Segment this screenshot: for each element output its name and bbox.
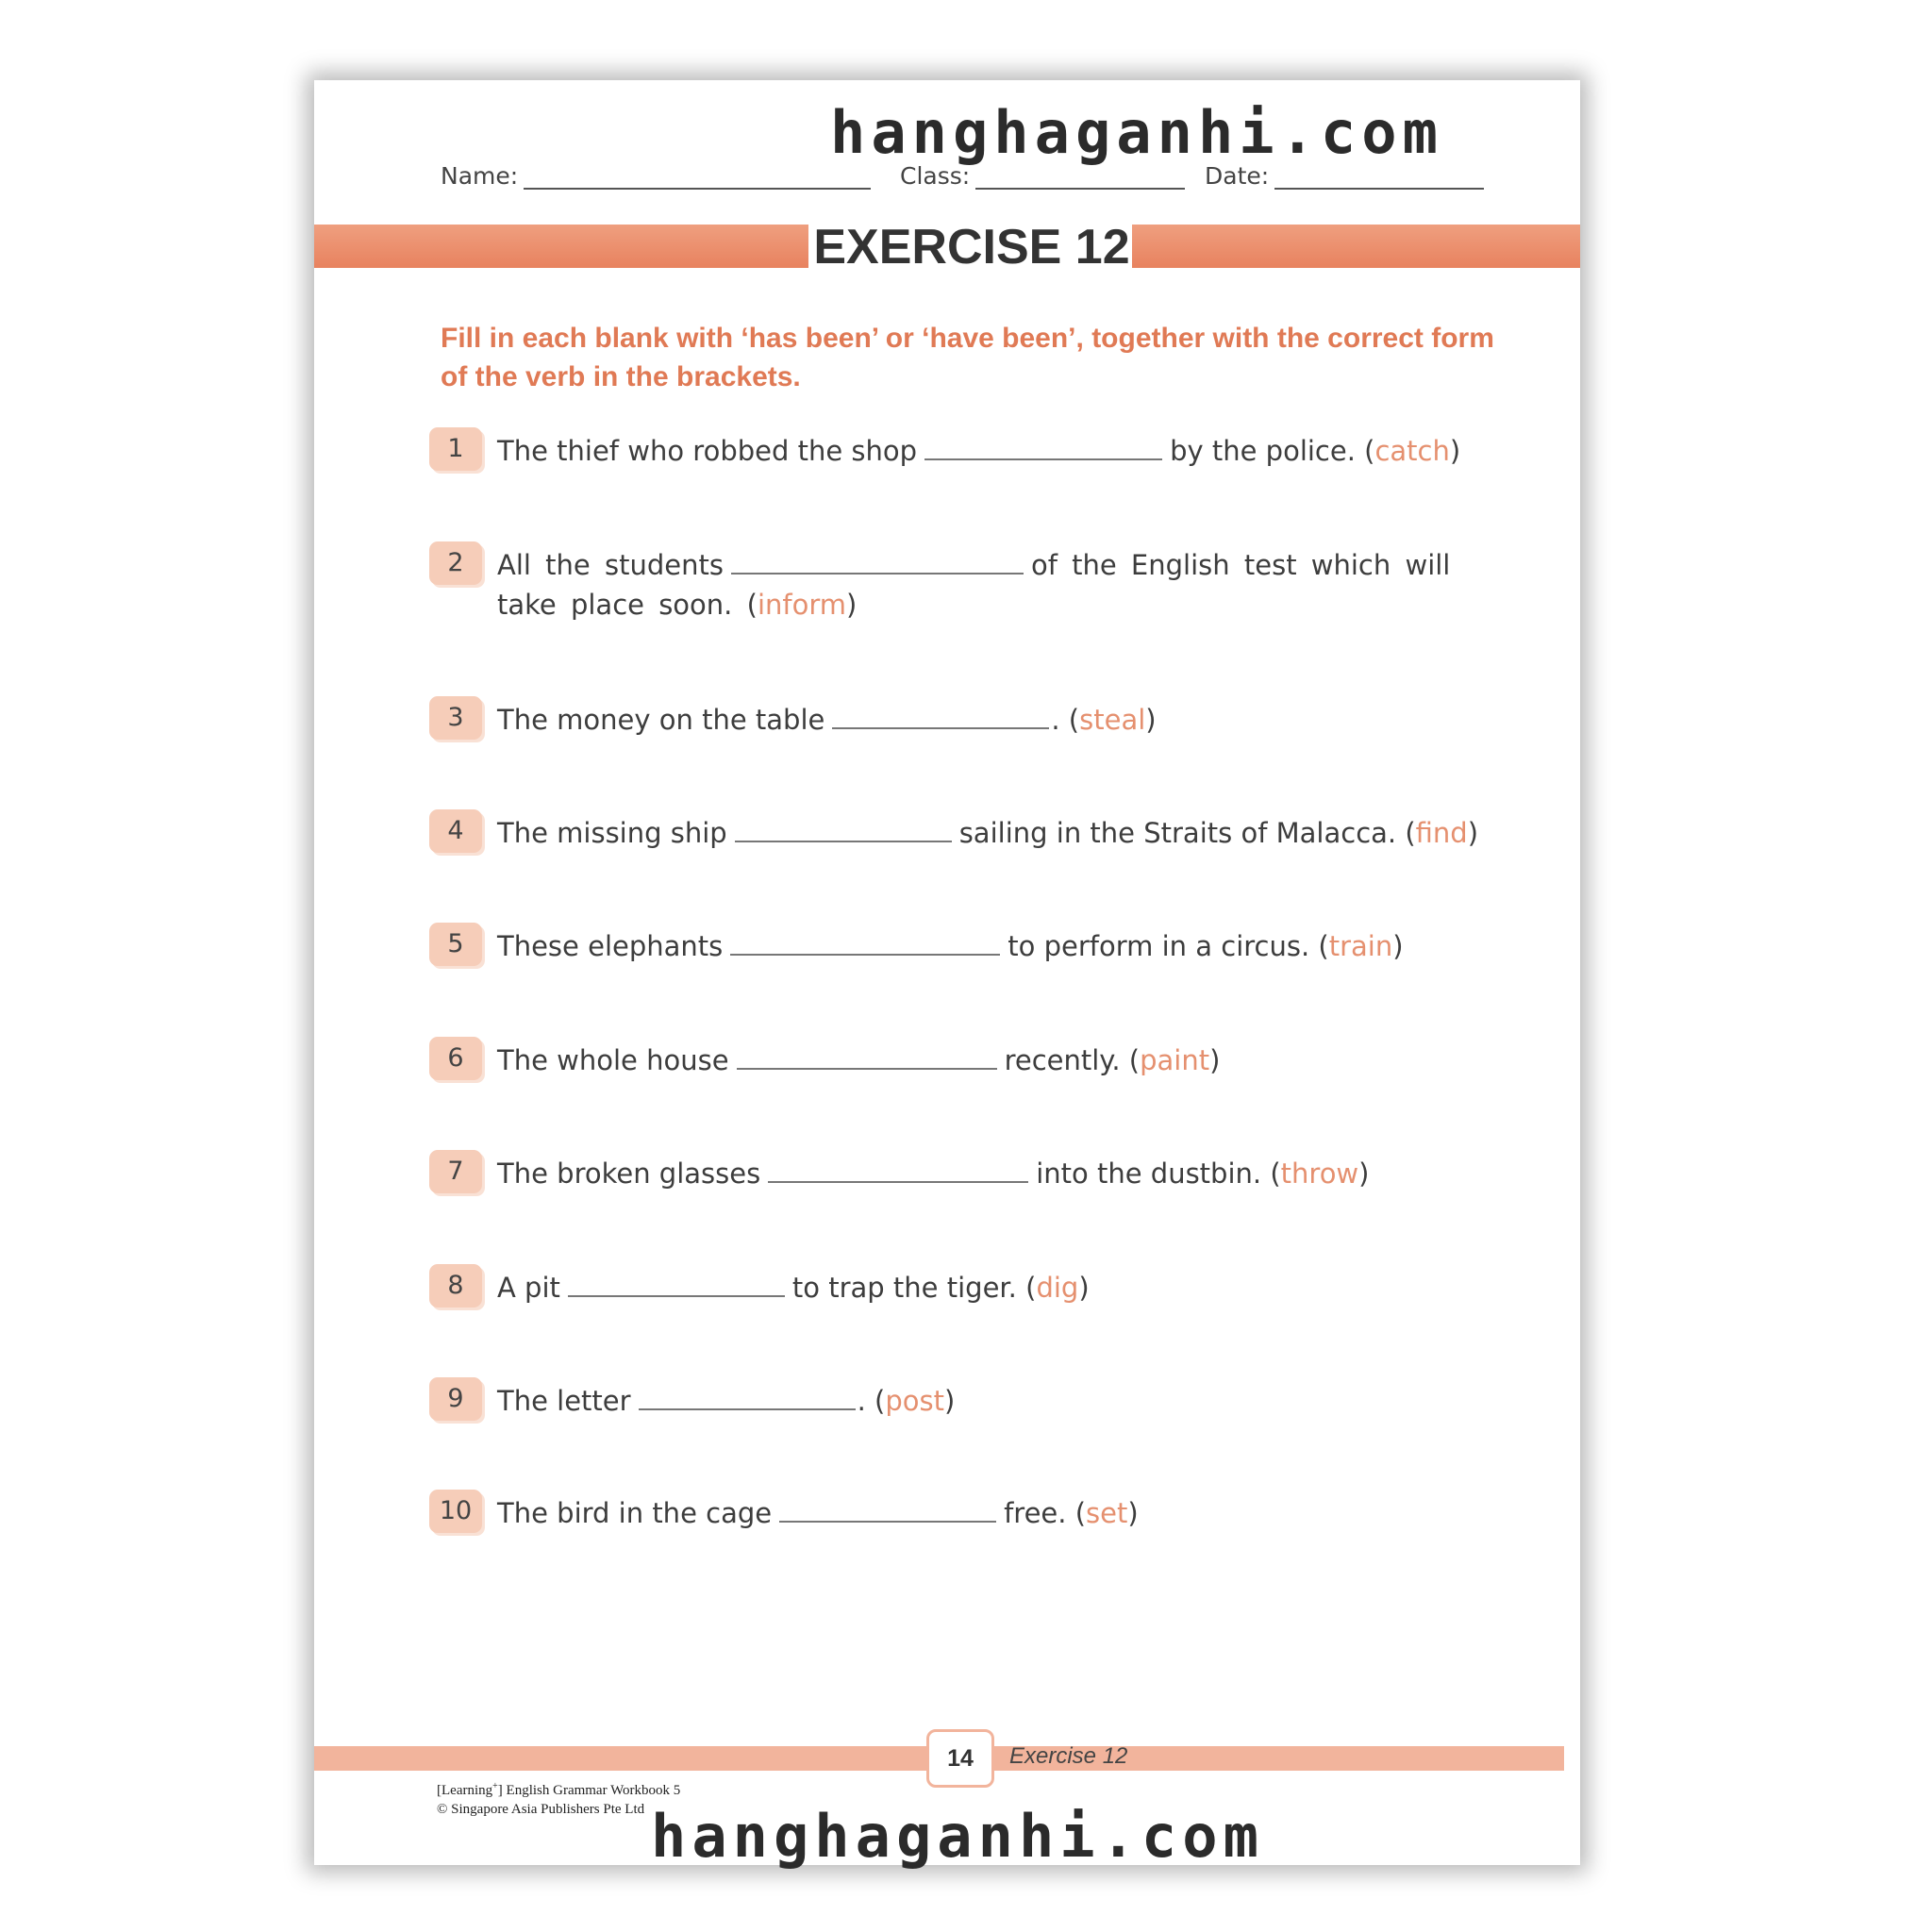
sentence-start: The thief who robbed the shop [497,435,918,467]
question-sentence [497,1381,1505,1421]
question-number-badge: 9 [429,1377,482,1421]
sentence-start: The bird in the cage [497,1497,773,1529]
question-number-badge: 3 [429,696,482,740]
answer-blank[interactable] [832,703,1049,729]
question-number-badge: 1 [429,427,482,471]
question-sentence [497,926,1505,966]
bracket-close: ) [1467,817,1479,849]
question-sentence [497,1493,1505,1533]
question-sentence [497,700,1505,740]
date-line[interactable] [1274,167,1484,190]
question-sentence [497,1268,1505,1307]
verb-hint: train [1328,930,1393,962]
footer-exercise-label: Exercise 12 [1009,1743,1128,1769]
sentence-end: by the police. ( [1170,435,1375,467]
book-title-line [437,1777,680,1800]
class-line[interactable] [975,167,1185,190]
sentence-end: . ( [1051,704,1080,736]
sentence-end: to perform in a circus. ( [1008,930,1329,962]
watermark-bottom: hanghaganhi.com [651,1802,1264,1871]
question-sentence [497,813,1505,853]
title-band-right [1132,225,1580,268]
title-band-left [314,225,808,268]
answer-blank[interactable] [924,434,1162,460]
sentence-start: These elephants [497,930,724,962]
bracket-close: ) [1358,1158,1370,1190]
answer-blank[interactable] [639,1384,856,1410]
sentence-start: The whole house [497,1044,729,1076]
class-label: Class: [900,162,971,190]
answer-blank[interactable] [779,1496,996,1523]
question-number-badge: 7 [429,1150,482,1193]
verb-hint: set [1086,1497,1128,1529]
bracket-close: ) [943,1385,956,1417]
question-sentence [497,1041,1505,1080]
question-sentence [497,431,1505,471]
answer-blank[interactable] [735,816,952,842]
book-title-prefix: [Learning [437,1783,493,1798]
sentence-end: free. ( [1004,1497,1087,1529]
book-title-plus: + [492,1781,498,1791]
verb-hint: post [885,1385,944,1417]
bracket-close: ) [1127,1497,1139,1529]
answer-blank[interactable] [731,548,1024,575]
name-label: Name: [441,162,519,190]
name-line[interactable] [524,167,871,190]
bracket-close: ) [1449,435,1461,467]
question-number-badge: 10 [429,1490,482,1533]
class-field [900,162,1185,190]
sentence-end: . ( [857,1385,886,1417]
bracket-close: ) [1078,1272,1090,1304]
sentence-end: into the dustbin. ( [1036,1158,1281,1190]
exercise-title: EXERCISE 12 [813,220,1130,275]
instructions: Fill in each blank with ‘has been’ or ‘have been’, together with the correct form of the verb in the brackets. [441,323,1494,392]
verb-hint: paint [1140,1044,1210,1076]
sentence-start: A pit [497,1272,560,1304]
verb-hint: inform [757,589,846,621]
sentence-start: The letter [497,1385,631,1417]
bracket-close: ) [846,589,858,621]
sentence-end: to trap the tiger. ( [791,1272,1037,1304]
sentence-end: sailing in the Straits of Malacca. ( [958,817,1416,849]
question-number-badge: 5 [429,923,482,966]
bracket-close: ) [1209,1044,1221,1076]
name-field [441,162,871,190]
watermark-top: hanghaganhi.com [830,98,1443,167]
question-number-badge: 6 [429,1037,482,1080]
answer-blank[interactable] [568,1271,785,1297]
verb-hint: find [1415,817,1468,849]
publisher-line: © Singapore Asia Publishers Pte Ltd [437,1802,645,1817]
answer-blank[interactable] [768,1157,1028,1183]
sentence-end: of the English test which will take place soon. ( [497,549,1451,621]
verb-hint: dig [1036,1272,1079,1304]
question-number-badge: 8 [429,1264,482,1307]
question-number-badge: 4 [429,809,482,853]
sentence-start: The missing ship [497,817,727,849]
date-field [1205,162,1484,190]
sentence-start: The money on the table [497,704,825,736]
date-label: Date: [1205,162,1270,190]
verb-hint: throw [1280,1158,1359,1190]
answer-blank[interactable] [730,929,1000,956]
question-sentence [497,1154,1505,1193]
sentence-start: The broken glasses [497,1158,761,1190]
question-number-badge: 2 [429,541,482,585]
book-title: ] English Grammar Workbook 5 [497,1783,681,1798]
footer-credits [437,1777,680,1819]
bracket-close: ) [1145,704,1157,736]
page-number: 14 [926,1729,994,1788]
question-sentence [497,545,1505,625]
bracket-close: ) [1392,930,1404,962]
answer-blank[interactable] [737,1043,997,1070]
verb-hint: catch [1374,435,1450,467]
verb-hint: steal [1079,704,1146,736]
sentence-end: recently. ( [1004,1044,1141,1076]
sentence-start: All the students [497,549,724,581]
